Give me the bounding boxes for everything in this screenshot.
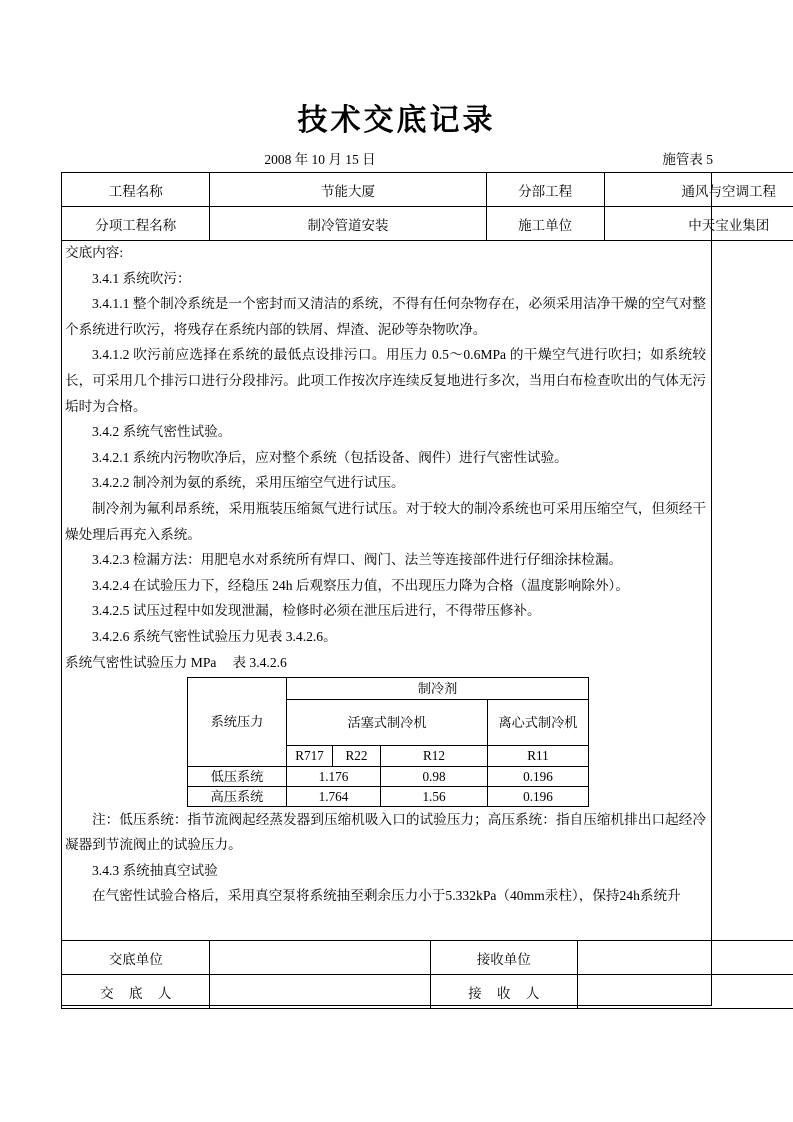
receiver-label: 接 收 人: [430, 975, 577, 1009]
disclosing-unit-field[interactable]: [210, 941, 430, 975]
paragraph-3-4-1-2: 3.4.1.2 吹污前应选择在系统的最低点设排污口。用压力 0.5～0.6MPa 的干燥空气进行吹扫；如系统较长，可采用几个排污口进行分段排污。此项工作按次序连续反复地进行多次，当用白布检查吹出的气体无污垢时为合格。: [65, 347, 706, 414]
table-row: [62, 207, 793, 241]
pressure-table-caption-title: 系统气密性试验压力 MPa: [65, 654, 217, 670]
refrigerant-code-r11: R11: [488, 745, 589, 766]
signature-table: [61, 940, 793, 1009]
pressure-table-wrapper: [63, 677, 710, 807]
refrigerant-code-r12: R12: [381, 745, 488, 766]
sub-project-name-value: 制冷管道安装: [210, 207, 486, 241]
title-meta-row: [60, 151, 713, 169]
pressure-table-caption-number: 表 3.4.2.6: [232, 654, 287, 670]
receiving-unit-label: 接收单位: [430, 941, 577, 975]
high-pressure-r12-value: 1.56: [381, 786, 488, 806]
system-pressure-label: 系统压力: [188, 677, 287, 766]
document-date: 2008 年 10 月 15 日: [264, 152, 376, 167]
construction-unit-value: 中天宝业集团: [604, 207, 793, 241]
paragraph-3-4-2: 3.4.2 系统气密性试验。: [92, 424, 232, 440]
page-title: 技术交底记录: [297, 104, 496, 137]
pressure-table-note: 注：低压系统：指节流阀起经蒸发器到压缩机吸入口的试验压力；高压系统：指自压缩机排出口起经冷凝器到节流阀止的试验压力。: [65, 811, 706, 853]
refrigerant-code-r22: R22: [333, 745, 381, 766]
paragraph-3-4-3-text: 在气密性试验合格后，采用真空泵将系统抽至剩余压力小于5.332kPa（40mm汞柱），保持24h系统升: [92, 888, 681, 904]
sub-project-name-label: 分项工程名称: [62, 207, 210, 241]
paragraph-3-4-3-heading: 3.4.3 系统抽真空试验: [92, 862, 218, 878]
form-number: 施管表 5: [662, 152, 713, 167]
paragraph-3-4-2-4: 3.4.2.4 在试验压力下，经稳压 24h 后观察压力值，不出现压力降为合格（温度影响除外）。: [92, 577, 629, 593]
table-row: [188, 766, 589, 786]
low-pressure-system-label: 低压系统: [188, 766, 287, 786]
project-info-table: [61, 172, 793, 241]
refrigerant-code-r717: R717: [287, 745, 333, 766]
receiving-unit-field[interactable]: [577, 941, 793, 975]
paragraph-3-4-2-5: 3.4.2.5 试压过程中如发现泄漏，检修时必须在泄压后进行，不得带压修补。: [92, 603, 541, 619]
project-name-value: 节能大厦: [210, 173, 486, 207]
paragraph-3-4-2-1: 3.4.2.1 系统内污物吹净后，应对整个系统（包括设备、阀件）进行气密性试验。: [92, 449, 568, 465]
paragraph-3-4-1: 3.4.1 系统吹污：: [92, 270, 191, 286]
paragraph-3-4-1-1: 3.4.1.1 整个制冷系统是一个密封而又清洁的系统，不得有任何杂物存在，必须采用洁净干燥的空气对整个系统进行吹污，将残存在系统内部的铁屑、焊渣、泥砂等杂物吹净。: [65, 296, 706, 337]
pressure-table: [187, 677, 589, 807]
division-works-label: 分部工程: [486, 173, 604, 207]
discloser-field[interactable]: [210, 975, 430, 1009]
table-row: [62, 941, 793, 975]
low-pressure-r12-value: 0.98: [381, 766, 488, 786]
construction-unit-label: 施工单位: [486, 207, 604, 241]
low-pressure-piston-value: 1.176: [287, 766, 381, 786]
refrigerant-group-header: 制冷剂: [287, 677, 589, 699]
paragraph-3-4-2-2: 3.4.2.2 制冷剂为氨的系统，采用压缩空气进行试压。: [92, 475, 405, 491]
table-row: [62, 173, 793, 207]
paragraph-freon: 制冷剂为氟利昂系统，采用瓶装压缩氮气进行试压。对于较大的制冷系统也可采用压缩空气，但须经干燥处理后再充入系统。: [65, 500, 706, 542]
low-pressure-r11-value: 0.196: [488, 766, 589, 786]
content-heading: 交底内容:: [65, 245, 124, 260]
table-row: [188, 677, 589, 699]
discloser-label: 交 底 人: [62, 975, 210, 1009]
disclosure-content: [63, 240, 710, 909]
paragraph-3-4-2-6: 3.4.2.6 系统气密性试验压力见表 3.4.2.6。: [92, 628, 337, 644]
paragraph-3-4-2-3: 3.4.2.3 检漏方法：用肥皂水对系统所有焊口、阀门、法兰等连接部件进行仔细涂抹检漏。: [92, 552, 623, 568]
pressure-table-caption: [63, 650, 710, 676]
high-pressure-r11-value: 0.196: [488, 786, 589, 806]
disclosing-unit-label: 交底单位: [62, 941, 210, 975]
division-works-value: 通风与空调工程: [604, 173, 793, 207]
piston-machine-header: 活塞式制冷机: [287, 699, 488, 745]
centrifugal-machine-header: 离心式制冷机: [488, 699, 589, 745]
high-pressure-system-label: 高压系统: [188, 786, 287, 806]
table-row: [188, 786, 589, 806]
project-name-label: 工程名称: [62, 173, 210, 207]
table-row: [62, 975, 793, 1009]
high-pressure-piston-value: 1.764: [287, 786, 381, 806]
receiver-field[interactable]: [577, 975, 793, 1009]
